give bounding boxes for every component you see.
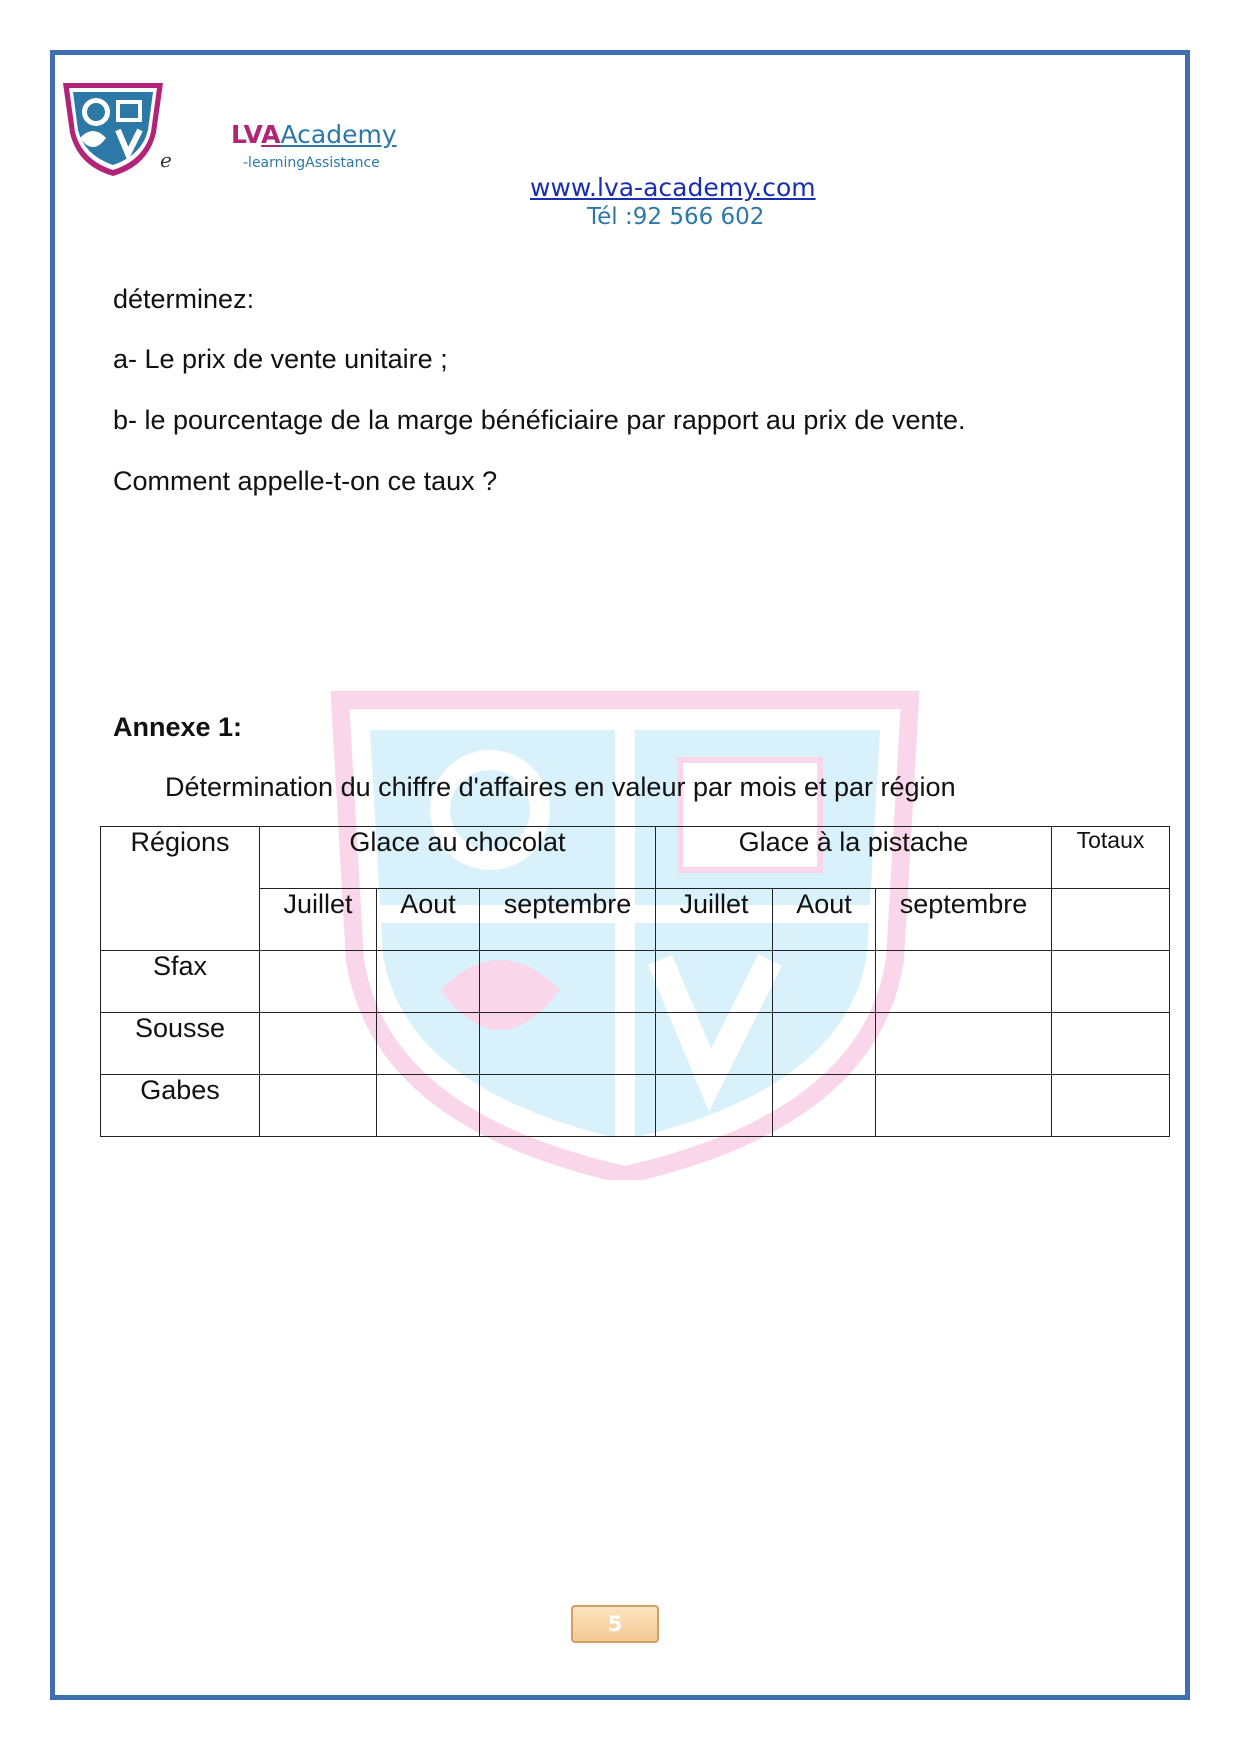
empty-cell xyxy=(480,1075,656,1137)
lva-logo-icon xyxy=(58,78,168,178)
logo-e-letter: e xyxy=(160,148,172,172)
brand-name xyxy=(231,120,397,149)
empty-cell xyxy=(260,1013,377,1075)
table-row xyxy=(101,1013,1170,1075)
empty-cell xyxy=(377,1013,480,1075)
body-line-b: b- le pourcentage de la marge bénéficiaire par rapport au prix de vente. xyxy=(113,405,966,435)
brand-tagline: -learningAssistance xyxy=(243,155,380,171)
body-line-determinez: déterminez: xyxy=(113,284,255,314)
brand-lv: LV xyxy=(231,120,262,149)
empty-cell xyxy=(377,1075,480,1137)
empty-cell xyxy=(377,951,480,1013)
table-row xyxy=(101,951,1170,1013)
revenue-table xyxy=(100,826,1170,1137)
month-header: septembre xyxy=(480,889,656,951)
phone-number: Tél :92 566 602 xyxy=(587,204,765,230)
region-cell: Sousse xyxy=(101,1013,260,1075)
empty-cell xyxy=(1052,1075,1170,1137)
website-link[interactable]: www.lva-academy.com xyxy=(530,173,816,202)
region-cell: Sfax xyxy=(101,951,260,1013)
empty-cell xyxy=(876,1013,1052,1075)
month-header: Aout xyxy=(773,889,876,951)
region-cell: Gabes xyxy=(101,1075,260,1137)
month-header: septembre xyxy=(876,889,1052,951)
header-group-pistache: Glace à la pistache xyxy=(656,827,1052,889)
header-regions: Régions xyxy=(101,827,260,951)
empty-cell xyxy=(773,951,876,1013)
empty-cell xyxy=(1052,1013,1170,1075)
annex-title: Annexe 1: xyxy=(113,712,243,742)
empty-cell xyxy=(773,1075,876,1137)
brand-a: A xyxy=(261,120,281,149)
month-header: Juillet xyxy=(656,889,773,951)
month-header: Juillet xyxy=(260,889,377,951)
brand-academy: Academy xyxy=(280,120,397,149)
empty-cell xyxy=(656,1075,773,1137)
body-line-question: Comment appelle-t-on ce taux ? xyxy=(113,466,498,496)
empty-cell xyxy=(260,951,377,1013)
table-row xyxy=(101,1075,1170,1137)
empty-cell xyxy=(656,1013,773,1075)
empty-cell xyxy=(656,951,773,1013)
empty-cell xyxy=(480,951,656,1013)
empty-cell xyxy=(773,1013,876,1075)
empty-cell xyxy=(480,1013,656,1075)
annex-caption: Détermination du chiffre d'affaires en valeur par mois et par région xyxy=(165,772,956,802)
empty-cell xyxy=(1052,889,1170,951)
header-totaux: Totaux xyxy=(1052,827,1170,889)
month-header: Aout xyxy=(377,889,480,951)
empty-cell xyxy=(876,951,1052,1013)
body-line-a: a- Le prix de vente unitaire ; xyxy=(113,344,448,374)
header-group-chocolat: Glace au chocolat xyxy=(260,827,656,889)
page-number: 5 xyxy=(571,1605,659,1643)
empty-cell xyxy=(1052,951,1170,1013)
empty-cell xyxy=(876,1075,1052,1137)
empty-cell xyxy=(260,1075,377,1137)
